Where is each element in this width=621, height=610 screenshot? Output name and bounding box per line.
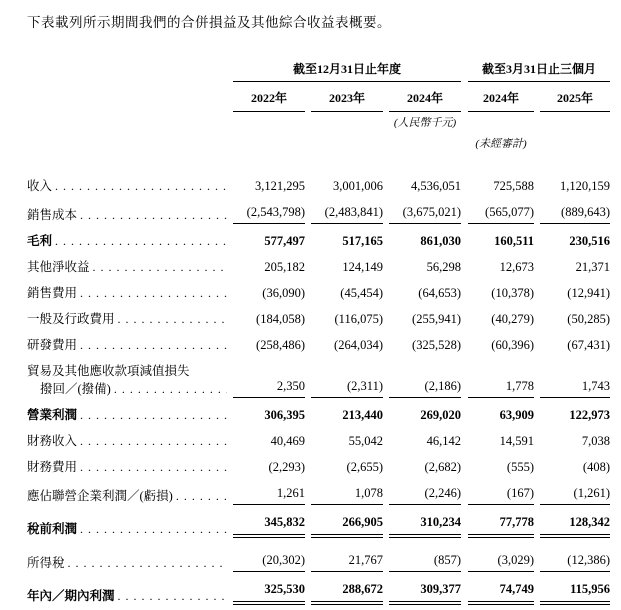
cell-value: 1,078 [311, 484, 383, 505]
table-row [27, 177, 610, 195]
column-header-2024: 2024年 [389, 82, 461, 112]
cell-value: 77,778 [468, 513, 534, 538]
financial-table [27, 62, 610, 605]
row-label: 稅前利潤 [27, 522, 78, 536]
cell-value: (12,941) [567, 286, 610, 300]
cell-value: (184,058) [256, 312, 305, 326]
column-header-2025-q1: 2025年 [540, 82, 610, 112]
column-header-2022: 2022年 [233, 82, 305, 112]
row-label: 研發費用 [27, 338, 78, 352]
cell-value: 122,973 [569, 408, 610, 422]
cell-value: 55,042 [348, 434, 383, 448]
cell-value: (555) [506, 460, 534, 474]
row-label-cell [27, 310, 227, 328]
cell-value: 63,909 [499, 408, 534, 422]
cell-value: (60,396) [491, 338, 534, 352]
cell-value: (889,643) [540, 203, 610, 224]
cell-value: (50,285) [567, 312, 610, 326]
dot-leader [93, 258, 227, 276]
table-header-years [27, 82, 610, 112]
cell-value: 345,832 [233, 513, 305, 538]
cell-value: 56,298 [426, 260, 461, 274]
table-row [27, 310, 610, 328]
row-label: 其他淨收益 [27, 260, 90, 274]
row-label-cell [27, 406, 227, 424]
row-label-continued: 撥回／(撥備) [40, 382, 111, 396]
table-body [27, 177, 610, 605]
unaudited-note-row [27, 137, 610, 151]
column-header-2023: 2023年 [311, 82, 383, 112]
cell-value: 230,516 [569, 234, 610, 248]
unaudited-note: (未經審計) [475, 138, 527, 150]
cell-value: 4,536,051 [411, 179, 461, 193]
column-group-quarterly: 截至3月31日止三個月 [468, 62, 610, 82]
cell-value: (45,454) [340, 286, 383, 300]
column-group-annual: 截至12月31日止年度 [233, 62, 461, 82]
cell-value: 2,350 [233, 377, 305, 398]
table-row [27, 258, 610, 276]
cell-value: 325,530 [233, 580, 305, 605]
row-label-cell [27, 177, 227, 195]
cell-value: 74,749 [468, 580, 534, 605]
column-header-2024-q1: 2024年 [468, 82, 534, 112]
table-row [27, 551, 610, 572]
cell-value: (565,077) [468, 203, 534, 224]
row-label-cell [27, 258, 227, 276]
row-label-cell [27, 362, 227, 398]
cell-value: (255,941) [412, 312, 461, 326]
intro-text: 下表載列所示期間我們的合併損益及其他綜合收益表概要。 [27, 15, 391, 30]
table-row [27, 284, 610, 302]
cell-value: 1,261 [233, 484, 305, 505]
cell-value: (2,483,841) [311, 203, 383, 224]
row-label-cell [27, 206, 227, 224]
dot-leader [118, 587, 227, 605]
cell-value: 1,778 [468, 377, 534, 398]
cell-value: (20,302) [233, 551, 305, 572]
row-label: 毛利 [27, 234, 53, 248]
table-row [27, 432, 610, 450]
cell-value: 861,030 [420, 234, 461, 248]
cell-value: (12,386) [540, 551, 610, 572]
cell-value: (64,653) [418, 286, 461, 300]
currency-note-row [27, 116, 610, 130]
cell-value: 306,395 [264, 408, 305, 422]
row-label: 銷售費用 [27, 286, 78, 300]
cell-value: (264,034) [334, 338, 383, 352]
cell-value: (325,528) [412, 338, 461, 352]
row-label-cell [27, 520, 227, 538]
cell-value: 269,020 [420, 408, 461, 422]
cell-value: 577,497 [264, 234, 305, 248]
cell-value: (10,378) [491, 286, 534, 300]
cell-value: (2,311) [311, 377, 383, 398]
cell-value: 128,342 [540, 513, 610, 538]
dot-leader [80, 520, 227, 538]
cell-value: (2,682) [424, 460, 461, 474]
row-label: 年內／期內利潤 [27, 589, 115, 603]
row-label: 財務費用 [27, 460, 78, 474]
cell-value: 309,377 [389, 580, 461, 605]
cell-value: (258,486) [256, 338, 305, 352]
cell-value: 160,511 [494, 234, 534, 248]
currency-unit-note: (人民幣千元) [393, 117, 457, 129]
cell-value: (3,675,021) [389, 203, 461, 224]
table-row [27, 513, 610, 538]
cell-value: 310,234 [389, 513, 461, 538]
cell-value: (2,293) [268, 460, 305, 474]
row-label-cell [27, 432, 227, 450]
table-row [27, 336, 610, 354]
row-label: 應佔聯營企業利潤／(虧損) [27, 489, 173, 503]
cell-value: 1,743 [540, 377, 610, 398]
dot-leader [68, 554, 227, 572]
dot-leader [80, 432, 227, 450]
cell-value: 40,469 [270, 434, 305, 448]
dot-leader [55, 177, 227, 195]
cell-value: 1,120,159 [560, 179, 610, 193]
cell-value: (116,075) [334, 312, 383, 326]
table-header-groups [27, 62, 610, 82]
row-label: 所得稅 [27, 556, 65, 570]
row-label-cell [27, 458, 227, 476]
row-label: 營業利潤 [27, 408, 78, 422]
table-row [27, 362, 610, 398]
cell-value: 21,371 [575, 260, 610, 274]
row-label: 財務收入 [27, 434, 78, 448]
dot-leader [80, 406, 227, 424]
dot-leader [55, 232, 227, 250]
cell-value: 14,591 [499, 434, 534, 448]
row-label: 貿易及其他應收款項減值損失 [27, 364, 190, 378]
row-label-cell [27, 554, 227, 572]
row-label-cell [27, 284, 227, 302]
cell-value: (408) [582, 460, 610, 474]
cell-value: 115,956 [540, 580, 610, 605]
table-row [27, 484, 610, 505]
dot-leader [80, 206, 227, 224]
table-row [27, 203, 610, 224]
cell-value: (1,261) [540, 484, 610, 505]
table-row [27, 406, 610, 424]
cell-value: 124,149 [342, 260, 383, 274]
row-label: 銷售成本 [27, 208, 78, 222]
cell-value: 21,767 [311, 551, 383, 572]
cell-value: 213,440 [342, 408, 383, 422]
cell-value: (2,186) [389, 377, 461, 398]
row-label-cell [27, 487, 227, 505]
dot-leader [80, 458, 227, 476]
cell-value: 3,121,295 [255, 179, 305, 193]
cell-value: 517,165 [342, 234, 383, 248]
cell-value: (2,246) [389, 484, 461, 505]
table-row [27, 232, 610, 250]
cell-value: 266,905 [311, 513, 383, 538]
cell-value: (3,029) [468, 551, 534, 572]
cell-value: 205,182 [264, 260, 305, 274]
cell-value: 7,038 [581, 434, 610, 448]
cell-value: 725,588 [493, 179, 534, 193]
table-row [27, 580, 610, 605]
table-row [27, 458, 610, 476]
row-label-cell [27, 336, 227, 354]
cell-value: 288,672 [311, 580, 383, 605]
cell-value: 12,673 [499, 260, 534, 274]
row-label: 一般及行政費用 [27, 312, 115, 326]
row-label-cell [27, 587, 227, 605]
cell-value: (857) [389, 551, 461, 572]
dot-leader [80, 284, 227, 302]
dot-leader [176, 487, 227, 505]
cell-value: (167) [468, 484, 534, 505]
cell-value: (2,543,798) [233, 203, 305, 224]
cell-value: (67,431) [567, 338, 610, 352]
dot-leader [118, 310, 227, 328]
row-label: 收入 [27, 179, 53, 193]
cell-value: 46,142 [426, 434, 461, 448]
row-label-cell [27, 232, 227, 250]
cell-value: (36,090) [262, 286, 305, 300]
cell-value: (40,279) [491, 312, 534, 326]
dot-leader [114, 380, 227, 398]
dot-leader [80, 336, 227, 354]
cell-value: (2,655) [346, 460, 383, 474]
cell-value: 3,001,006 [333, 179, 383, 193]
